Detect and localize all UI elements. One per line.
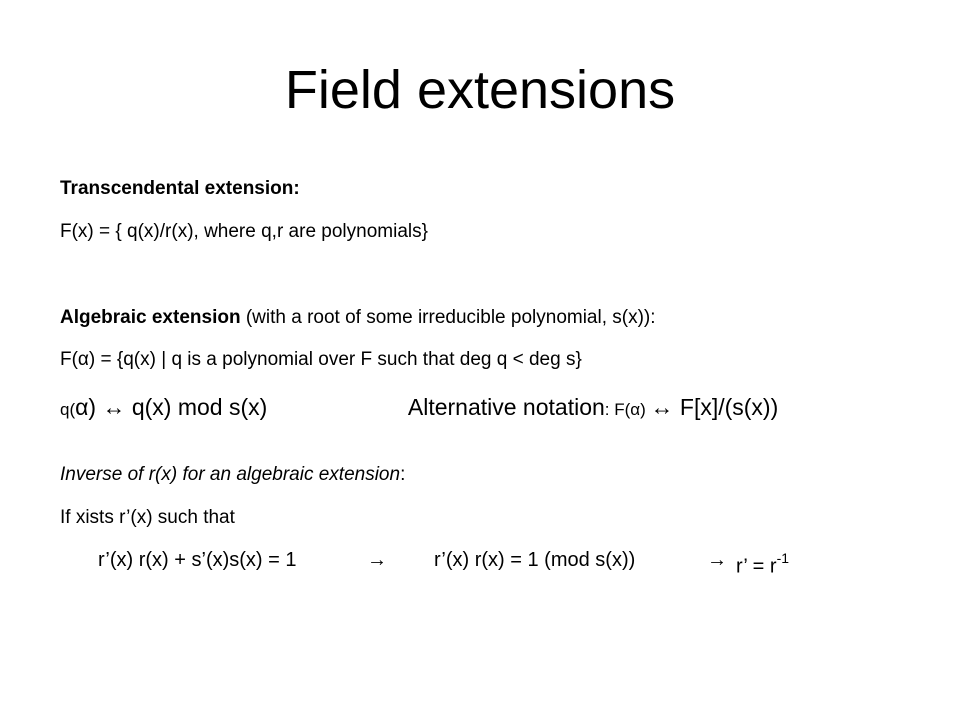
arrow-1: →: [367, 549, 387, 571]
equation-inverse-exponent: -1: [776, 550, 790, 566]
transcendental-heading: Transcendental extension:: [60, 178, 300, 199]
arrow-2: →: [707, 549, 727, 571]
correspondence-small: q(: [60, 400, 76, 419]
inverse-heading: Inverse of r(x) for an algebraic extension: [60, 464, 401, 485]
correspondence-line: [60, 395, 778, 422]
equation-inverse-base: r’ = r: [736, 555, 777, 578]
equation-congruence: r’(x) r(x) = 1 (mod s(x)): [434, 549, 636, 571]
algebraic-heading: Algebraic extension: [60, 307, 241, 328]
equation-bezout: r’(x) r(x) + s’(x)s(x) = 1: [98, 549, 297, 571]
alt-notation-colon: : F(α): [604, 400, 651, 419]
inverse-heading-colon: :: [400, 464, 406, 485]
alt-notation-value: ↔ F[x]/(s(x)): [650, 394, 779, 420]
alt-notation-label: Alternative notation: [407, 394, 605, 420]
equation-inverse: [736, 547, 789, 580]
algebraic-heading-line: [60, 306, 656, 330]
inverse-heading-line: [60, 463, 405, 487]
slide-title: Field extensions: [284, 60, 676, 120]
inverse-condition: If xists r’(x) such that: [60, 507, 235, 528]
algebraic-definition: F(α) = {q(x) | q is a polynomial over F such that deg q < deg s}: [60, 349, 582, 370]
correspondence-main: α) ↔ q(x) mod s(x): [75, 394, 268, 420]
algebraic-heading-note: (with a root of some irreducible polynomial, s(x)):: [240, 307, 656, 328]
transcendental-definition: F(x) = { q(x)/r(x), where q,r are polynomials}: [60, 221, 428, 242]
